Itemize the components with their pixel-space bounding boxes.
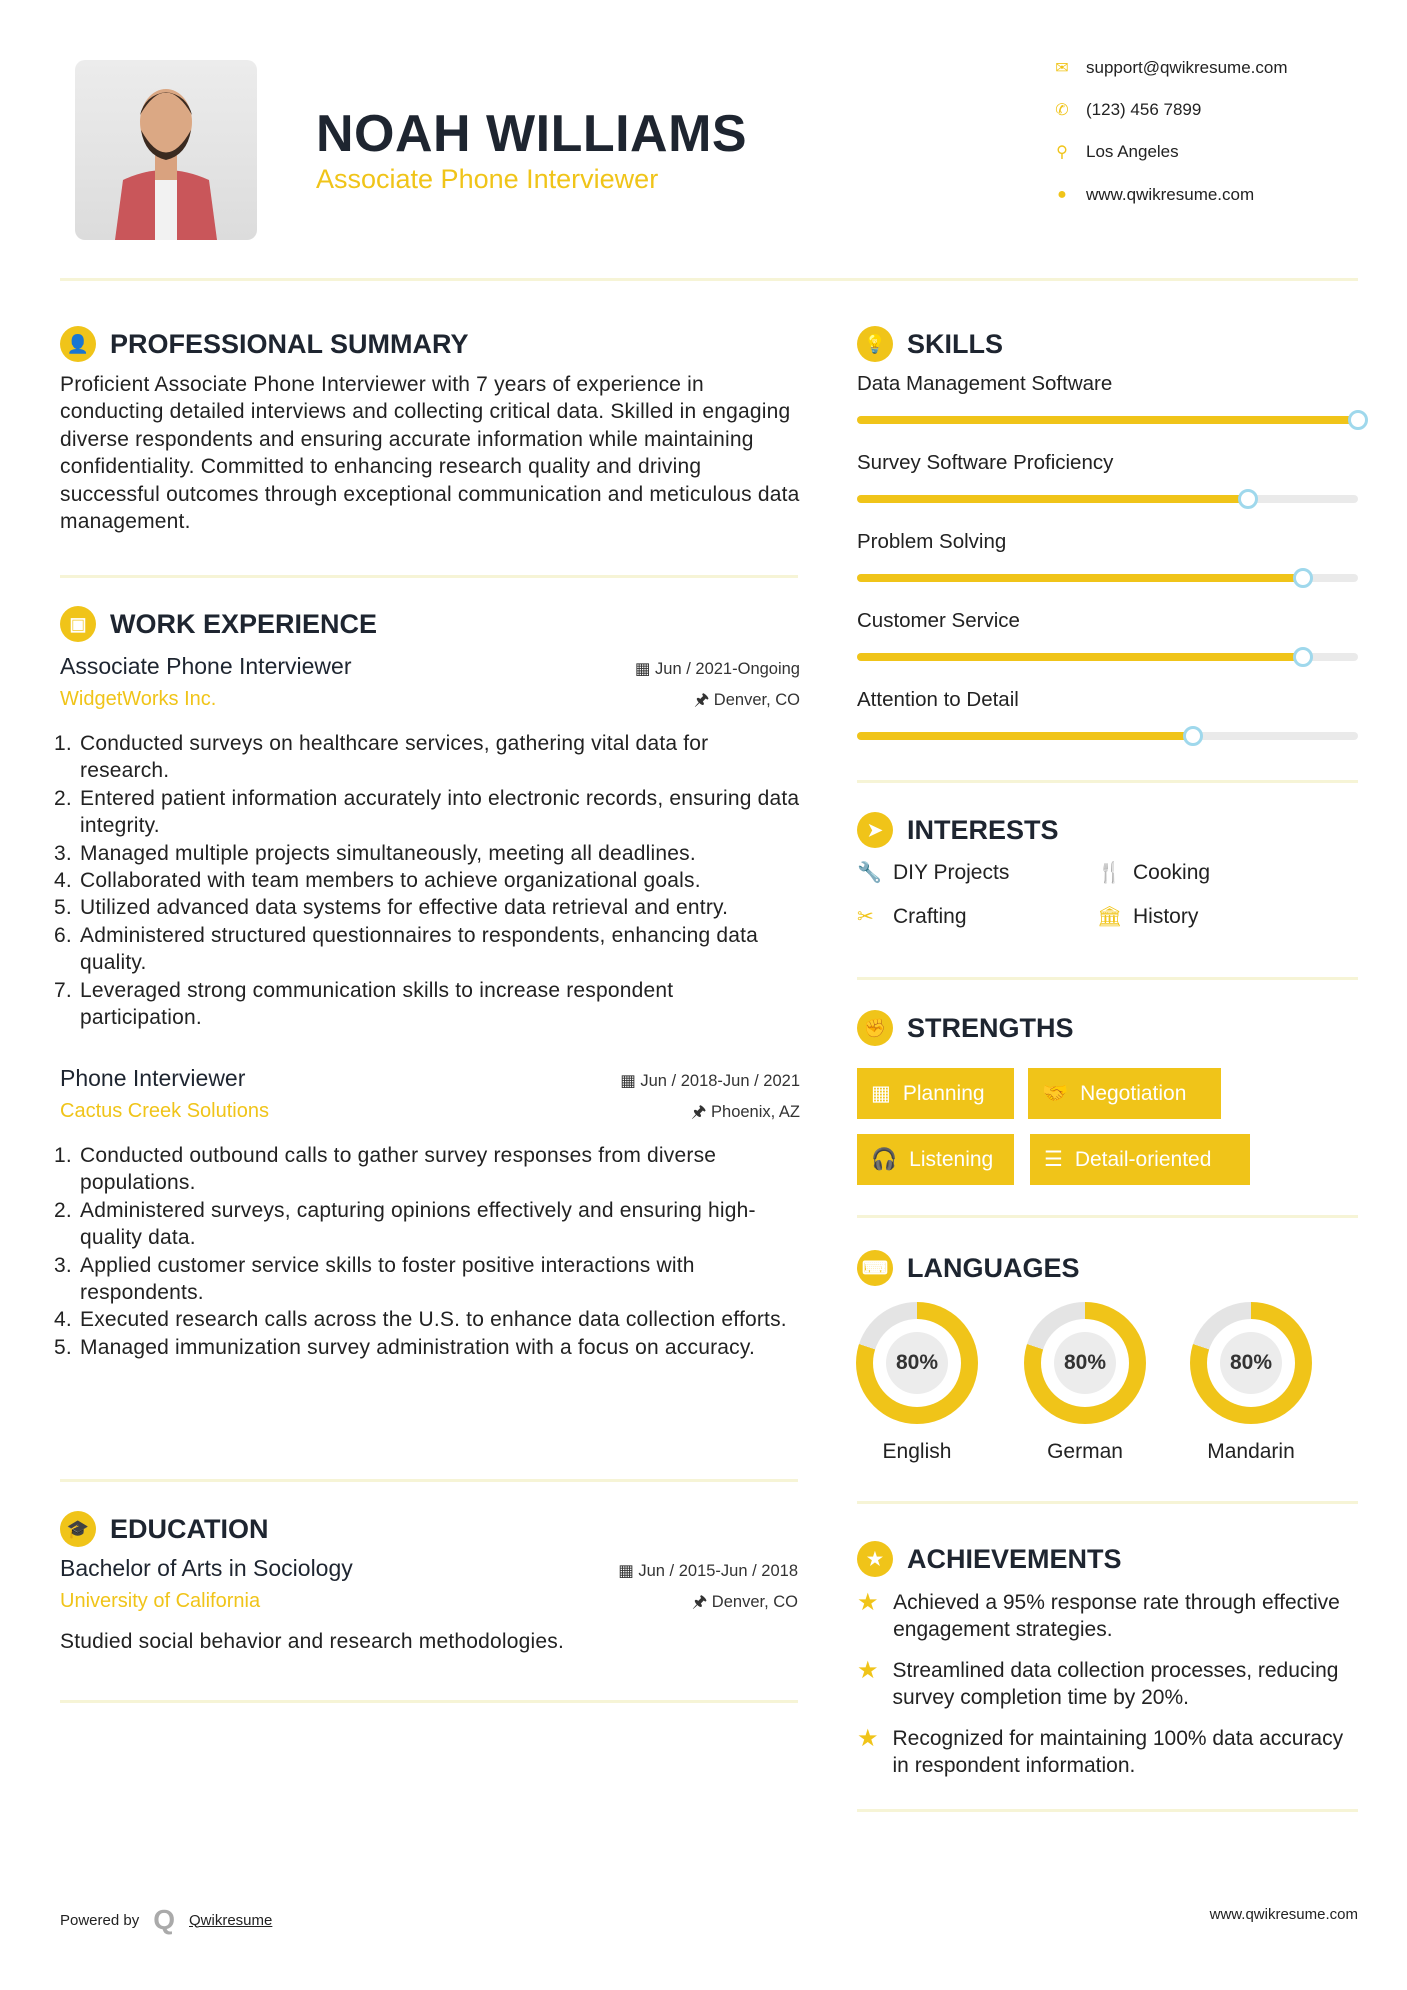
divider: [60, 278, 1358, 281]
envelope-icon: ✉: [1055, 60, 1069, 77]
star-icon: ★: [857, 1657, 879, 1684]
section-heading: 👤 PROFESSIONAL SUMMARY: [60, 326, 469, 362]
job-entry: [60, 653, 800, 1031]
map-pin-icon: ⚲: [1056, 144, 1068, 161]
skill-item: [857, 530, 1358, 582]
achievement-item: ★ Streamlined data collection processes, reducing survey completion time by 20%.: [857, 1657, 1339, 1709]
language-percent: 80%: [1054, 1332, 1116, 1394]
handshake-icon: 🤝: [1042, 1081, 1069, 1105]
skill-item: [857, 688, 1358, 740]
headphones-icon: 🎧: [871, 1147, 898, 1171]
skill-fill: [857, 574, 1303, 582]
graduation-icon: 🎓: [60, 1511, 96, 1547]
language-ring: [1190, 1302, 1312, 1424]
skill-label: Data Management Software: [857, 372, 1113, 395]
skill-knob: [1183, 726, 1203, 746]
job-date: ▦ Jun / 2021-Ongoing: [634, 660, 800, 678]
job-date: ▦ Jun / 2018-Jun / 2021: [620, 1072, 800, 1090]
skill-fill: [857, 416, 1358, 424]
company-name: WidgetWorks Inc.: [60, 688, 217, 710]
section-heading: 💡 SKILLS: [857, 326, 1003, 362]
contact-location: [1052, 142, 1179, 162]
degree: Bachelor of Arts in Sociology: [60, 1555, 353, 1581]
skill-fill: [857, 495, 1248, 503]
section-heading: ★ ACHIEVEMENTS: [857, 1541, 1122, 1577]
divider: [60, 1700, 798, 1703]
contact-email[interactable]: [1052, 58, 1288, 78]
language-ring: [856, 1302, 978, 1424]
contact-text: support@qwikresume.com: [1086, 58, 1288, 77]
job-title: Phone Interviewer: [60, 1065, 246, 1091]
education-entry: [60, 1555, 798, 1655]
job-location: 🖈 Phoenix, AZ: [691, 1103, 800, 1121]
section-heading: 🎓 EDUCATION: [60, 1511, 269, 1547]
skill-bar: [857, 574, 1358, 582]
calendar-icon: ▦: [871, 1082, 891, 1105]
language-name: German: [1047, 1440, 1123, 1463]
skill-knob: [1293, 647, 1313, 667]
job-location: 🖈 Denver, CO: [693, 691, 800, 709]
skills-list: [857, 372, 1358, 767]
cutlery-icon: 🍴: [1097, 862, 1122, 884]
edu-date: Jun / 2015-Jun / 2018: [638, 1562, 798, 1580]
company-name: Cactus Creek Solutions: [60, 1100, 269, 1122]
candidate-name: NOAH WILLIAMS: [316, 105, 748, 163]
divider: [857, 1809, 1358, 1812]
interest-item: 🔧 DIY Projects: [857, 860, 1010, 884]
divider: [60, 1479, 798, 1482]
skill-item: [857, 451, 1358, 503]
qwikresume-logo-icon: Q: [153, 1904, 175, 1935]
pin-icon: 🖈: [691, 1103, 712, 1121]
strength-chip: 🤝 Negotiation: [1028, 1068, 1221, 1119]
language-percent: 80%: [886, 1332, 948, 1394]
interest-item: 🏛 History: [1097, 904, 1199, 928]
skill-knob: [1293, 568, 1313, 588]
job-bullets: 1. Conducted surveys on healthcare services, gathering vital data for research. 2. Entered patient information accurately into electronic records, ensuring data integrity. 3. Managed multiple projects simultaneously, meeting all deadlines. 4. Collaborated with team members to achieve organizational goals. 5. Utilized advanced data systems for effective data retrieval and entry. 6. Administered structured questionnaires to respondents, enhancing data quality. 7. Leveraged strong communication skills to increase respondent participation.: [60, 730, 800, 1031]
job-entry: [60, 1065, 800, 1361]
edu-description: Studied social behavior and research methodologies.: [60, 1630, 565, 1653]
section-heading: ✊ STRENGTHS: [857, 1010, 1074, 1046]
lightbulb-icon: 💡: [857, 326, 893, 362]
divider: [60, 575, 798, 578]
contact-text: Los Angeles: [1086, 142, 1179, 161]
language-percent: 80%: [1220, 1332, 1282, 1394]
contact-website[interactable]: [1052, 185, 1254, 205]
interest-item: 🍴 Cooking: [1097, 860, 1211, 884]
calendar-icon: ▦: [620, 1072, 641, 1090]
footer-powered: Powered by Q Qwikresume: [60, 1904, 273, 1935]
phone-icon: ✆: [1055, 102, 1069, 119]
user-icon: 👤: [60, 326, 96, 362]
job-bullets: 1. Conducted outbound calls to gather survey responses from diverse populations. 2. Administered surveys, capturing opinions effectively and ensuring high-quality data. 3. Applied customer service skills to foster positive interactions with respondents. 4. Executed research calls across the U.S. to enhance data collection efforts. 5. Managed immunization survey administration with a focus on accuracy.: [60, 1142, 800, 1361]
strength-chip: 🎧 Listening: [857, 1134, 1014, 1185]
contact-text: (123) 456 7899: [1086, 100, 1202, 119]
language-name: Mandarin: [1207, 1440, 1295, 1463]
skill-bar: [857, 495, 1358, 503]
star-icon: ★: [857, 1725, 879, 1752]
skill-item: [857, 609, 1358, 661]
skill-label: Customer Service: [857, 609, 1020, 632]
skill-label: Attention to Detail: [857, 688, 1019, 711]
section-heading: ⌨ LANGUAGES: [857, 1250, 1080, 1286]
divider: [857, 1215, 1358, 1218]
divider: [857, 1501, 1358, 1504]
section-heading: ▣ WORK EXPERIENCE: [60, 606, 377, 642]
skill-knob: [1348, 410, 1368, 430]
pin-icon: 🖈: [693, 691, 714, 709]
contact-text: www.qwikresume.com: [1086, 185, 1255, 204]
star-badge-icon: ★: [857, 1541, 893, 1577]
language-ring: [1024, 1302, 1146, 1424]
profile-photo: [75, 60, 257, 240]
interest-item: ✂ Crafting: [857, 904, 967, 928]
divider: [857, 780, 1358, 783]
skill-knob: [1238, 489, 1258, 509]
list-icon: ☰: [1044, 1148, 1063, 1171]
achievement-item: ★ Recognized for maintaining 100% data accuracy in respondent information.: [857, 1725, 1344, 1777]
fist-icon: ✊: [857, 1010, 893, 1046]
scissors-icon: ✂: [857, 906, 874, 928]
language-name: English: [882, 1440, 952, 1463]
strength-chip: ☰ Detail-oriented: [1030, 1134, 1250, 1185]
briefcase-icon: ▣: [60, 606, 96, 642]
skill-fill: [857, 732, 1193, 740]
job-title: Associate Phone Interviewer: [60, 653, 352, 679]
brand-link[interactable]: Qwikresume: [189, 1911, 273, 1929]
pin-icon: 🖈: [691, 1593, 712, 1611]
achievement-item: ★ Achieved a 95% response rate through effective engagement strategies.: [857, 1589, 1340, 1641]
wrench-icon: 🔧: [857, 862, 882, 884]
skill-bar: [857, 416, 1358, 424]
strength-chip: ▦ Planning: [857, 1068, 1014, 1119]
section-heading: ➤ INTERESTS: [857, 812, 1059, 848]
skill-bar: [857, 653, 1358, 661]
globe-icon: ●: [1057, 186, 1067, 203]
skill-item: [857, 372, 1358, 424]
skill-label: Problem Solving: [857, 530, 1007, 553]
calendar-icon: ▦: [634, 660, 656, 678]
calendar-icon: ▦: [618, 1562, 639, 1580]
footer-url[interactable]: www.qwikresume.com: [1209, 1906, 1358, 1923]
paper-plane-icon: ➤: [857, 812, 893, 848]
school-name: University of California: [60, 1590, 261, 1612]
skill-bar: [857, 732, 1358, 740]
candidate-title: Associate Phone Interviewer: [316, 164, 659, 194]
divider: [857, 977, 1358, 980]
edu-location: Denver, CO: [711, 1593, 798, 1611]
star-icon: ★: [857, 1589, 879, 1616]
skill-fill: [857, 653, 1303, 661]
museum-icon: 🏛: [1097, 906, 1123, 928]
contact-phone[interactable]: [1052, 100, 1201, 120]
summary-text: Proficient Associate Phone Interviewer with 7 years of experience in conducting detailed interviews and collecting critical data. Skilled in engaging diverse respondents and ensuring accurate information while maintaining confidentiality. Committed to enhancing research quality and driving successful outcomes through exceptional communication and meticulous data management.: [60, 373, 800, 534]
translate-icon: ⌨: [857, 1250, 893, 1286]
skill-label: Survey Software Proficiency: [857, 451, 1114, 474]
